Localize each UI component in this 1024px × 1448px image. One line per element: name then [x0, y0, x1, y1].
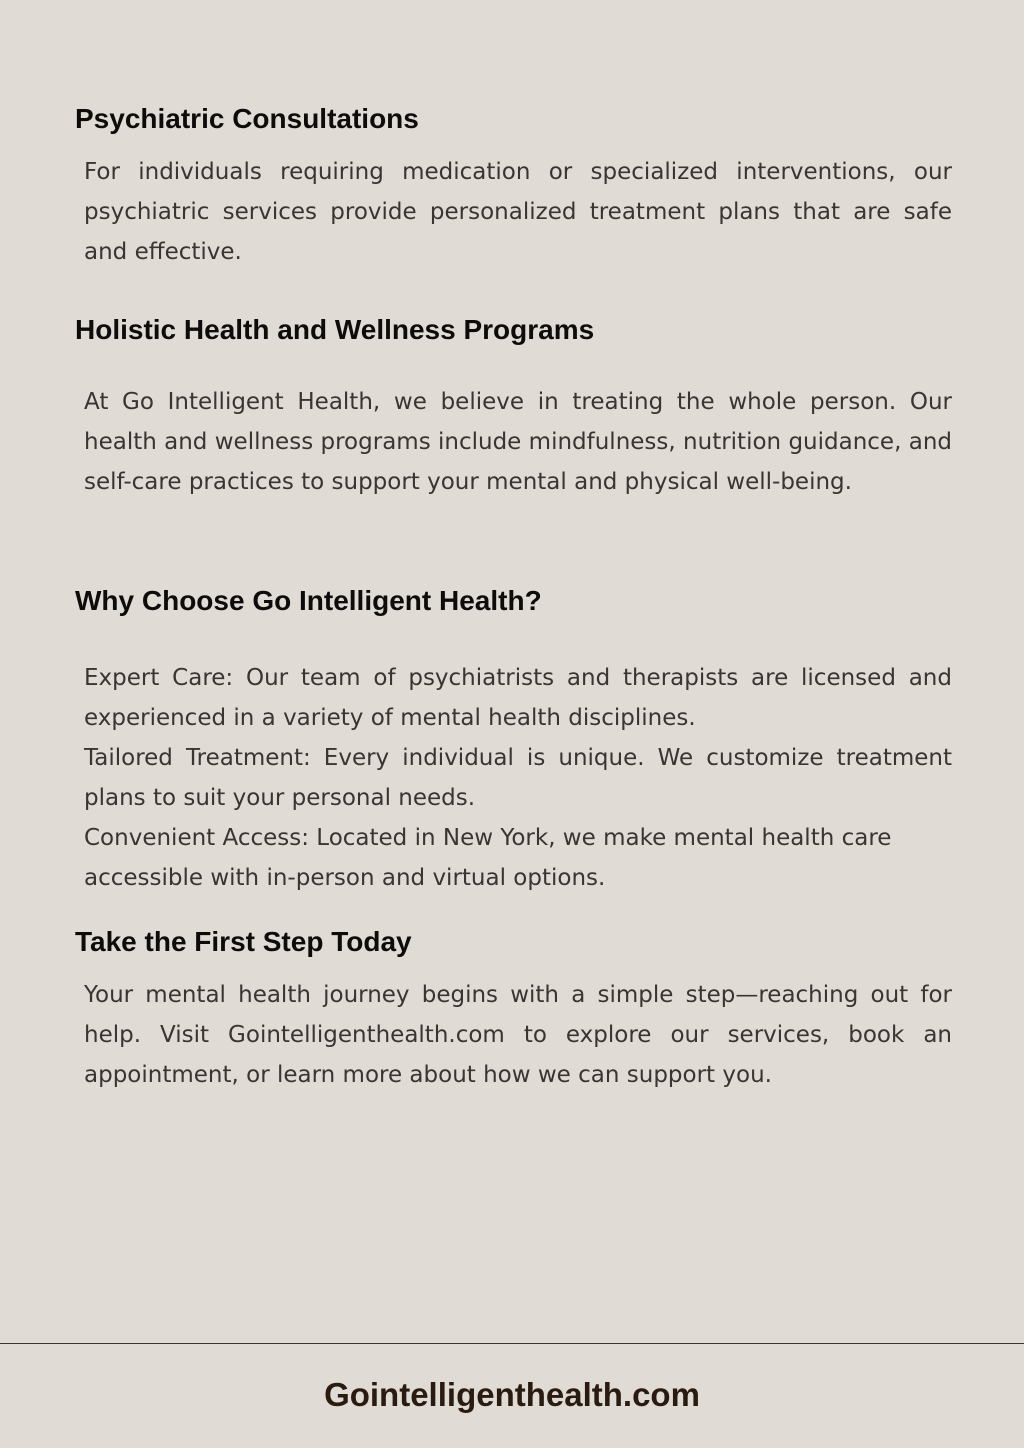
why-choose-expert-care: Expert Care: Our team of psychiatrists and therapists are licensed and experienced in a variety of mental health disciplines.: [84, 665, 952, 731]
holistic-programs-paragraph: At Go Intelligent Health, we believe in treating the whole person. Our health and wellness programs include mindfulness, nutrition guidance, and self-care practices to support your mental and physical well-being.: [84, 389, 952, 495]
why-choose-tailored-treatment: Tailored Treatment: Every individual is unique. We customize treatment plans to suit your personal needs.: [84, 745, 952, 811]
psychiatric-consultations-paragraph: For individuals requiring medication or specialized interventions, our psychiatric services provide personalized treatment plans that are safe and effective.: [84, 159, 952, 265]
section-heading-psychiatric-consultations: Psychiatric Consultations: [75, 103, 419, 134]
section-heading-first-step: Take the First Step Today: [75, 926, 412, 957]
why-choose-convenient-access: Convenient Access: Located in New York, we make mental health care accessible with in-person and virtual options.: [84, 825, 892, 891]
footer-divider: [0, 1343, 1024, 1344]
section-heading-holistic-programs: Holistic Health and Wellness Programs: [75, 314, 595, 345]
footer-website-link[interactable]: Gointelligenthealth.com: [324, 1376, 700, 1413]
first-step-paragraph: Your mental health journey begins with a simple step—reaching out for help. Visit Gointelligenthealth.com to explore our services, book an appointment, or learn more about how we can support you.: [84, 982, 952, 1088]
section-heading-why-choose: Why Choose Go Intelligent Health?: [75, 585, 542, 616]
